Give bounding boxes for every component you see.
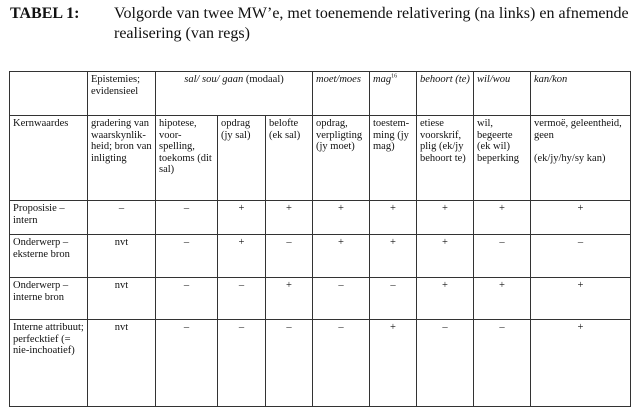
header-sal (156, 72, 313, 116)
row-label: Onderwerp – interne bron (10, 278, 88, 320)
table-cell: – (218, 278, 266, 320)
row-label: Onderwerp – eksterne bron (10, 235, 88, 278)
table-cell: – (156, 201, 218, 235)
table-row (10, 278, 631, 320)
table-cell: – (417, 320, 474, 407)
table-cell: + (417, 235, 474, 278)
header-sal-modal: (modaal) (243, 74, 284, 85)
caption-label: TABEL 1: (10, 5, 80, 22)
table-cell: + (370, 201, 417, 235)
table-row (10, 116, 631, 201)
caption-text: Volgorde van twee MW’e, met toenemende relativering (na links) en afnemende realisering (van regs) (114, 5, 629, 42)
table-cell: etiese voorskrif, plig (ek/jy behoort te) (417, 116, 474, 201)
header-sal-verbs: sal/ sou/ gaan (184, 74, 244, 85)
header-row (10, 72, 631, 116)
header-mag-verb: mag (373, 74, 392, 85)
table-cell: – (313, 320, 370, 407)
table-cell: toestem-ming (jy mag) (370, 116, 417, 201)
table-cell: + (417, 201, 474, 235)
table-row (10, 235, 631, 278)
cell-text: vermoë, geleentheid, geen (534, 118, 622, 141)
table-cell: – (156, 235, 218, 278)
table-row (10, 201, 631, 235)
header-wil: wil/wou (474, 72, 531, 116)
table-cell: + (218, 201, 266, 235)
table-cell: – (474, 235, 531, 278)
table-cell: nvt (88, 320, 156, 407)
table-cell: hipotese, voor-spelling, toekoms (dit sal) (156, 116, 218, 201)
table-cell: wil, begeerte (ek wil) beperking (474, 116, 531, 201)
row-label: Kernwaardes (10, 116, 88, 201)
table-row (10, 320, 631, 407)
table-cell: + (474, 201, 531, 235)
header-behoort: behoort (te) (417, 72, 474, 116)
table-cell: + (218, 235, 266, 278)
table-cell: + (370, 320, 417, 407)
table-cell: + (266, 201, 313, 235)
table-cell: opdrag (jy sal) (218, 116, 266, 201)
table-cell: + (474, 278, 531, 320)
table-cell: + (266, 278, 313, 320)
header-epistemies: Epistemies; evidensieel (88, 72, 156, 116)
table-cell: – (156, 320, 218, 407)
table-cell: + (531, 201, 631, 235)
table-cell: gradering van waarskynlik-heid; bron van inligting (88, 116, 156, 201)
table-cell: opdrag, verpligting (jy moet) (313, 116, 370, 201)
table-cell: – (88, 201, 156, 235)
table-cell: – (313, 278, 370, 320)
header-mag (370, 72, 417, 116)
table-cell: + (313, 235, 370, 278)
table-cell: + (313, 201, 370, 235)
header-empty-cell (10, 72, 88, 116)
table-cell: + (370, 235, 417, 278)
modal-verbs-table (9, 71, 631, 407)
table-cell: – (266, 320, 313, 407)
header-mag-footnote: 16 (391, 73, 398, 80)
table-cell: – (218, 320, 266, 407)
cell-text: (ek/jy/hy/sy kan) (534, 153, 606, 164)
table-cell: + (417, 278, 474, 320)
table-cell: + (531, 320, 631, 407)
table-cell: – (474, 320, 531, 407)
table-cell: – (531, 235, 631, 278)
header-moet: moet/moes (313, 72, 370, 116)
table-cell: + (531, 278, 631, 320)
table-cell: – (370, 278, 417, 320)
row-label: Interne attribuut; perfecktief (= nie-inchoatief) (10, 320, 88, 407)
table-cell: nvt (88, 278, 156, 320)
table-cell: – (266, 235, 313, 278)
table-cell: – (156, 278, 218, 320)
row-label: Proposisie – intern (10, 201, 88, 235)
table-cell (531, 116, 631, 201)
header-kan: kan/kon (531, 72, 631, 116)
table-cell: nvt (88, 235, 156, 278)
table-cell: belofte (ek sal) (266, 116, 313, 201)
